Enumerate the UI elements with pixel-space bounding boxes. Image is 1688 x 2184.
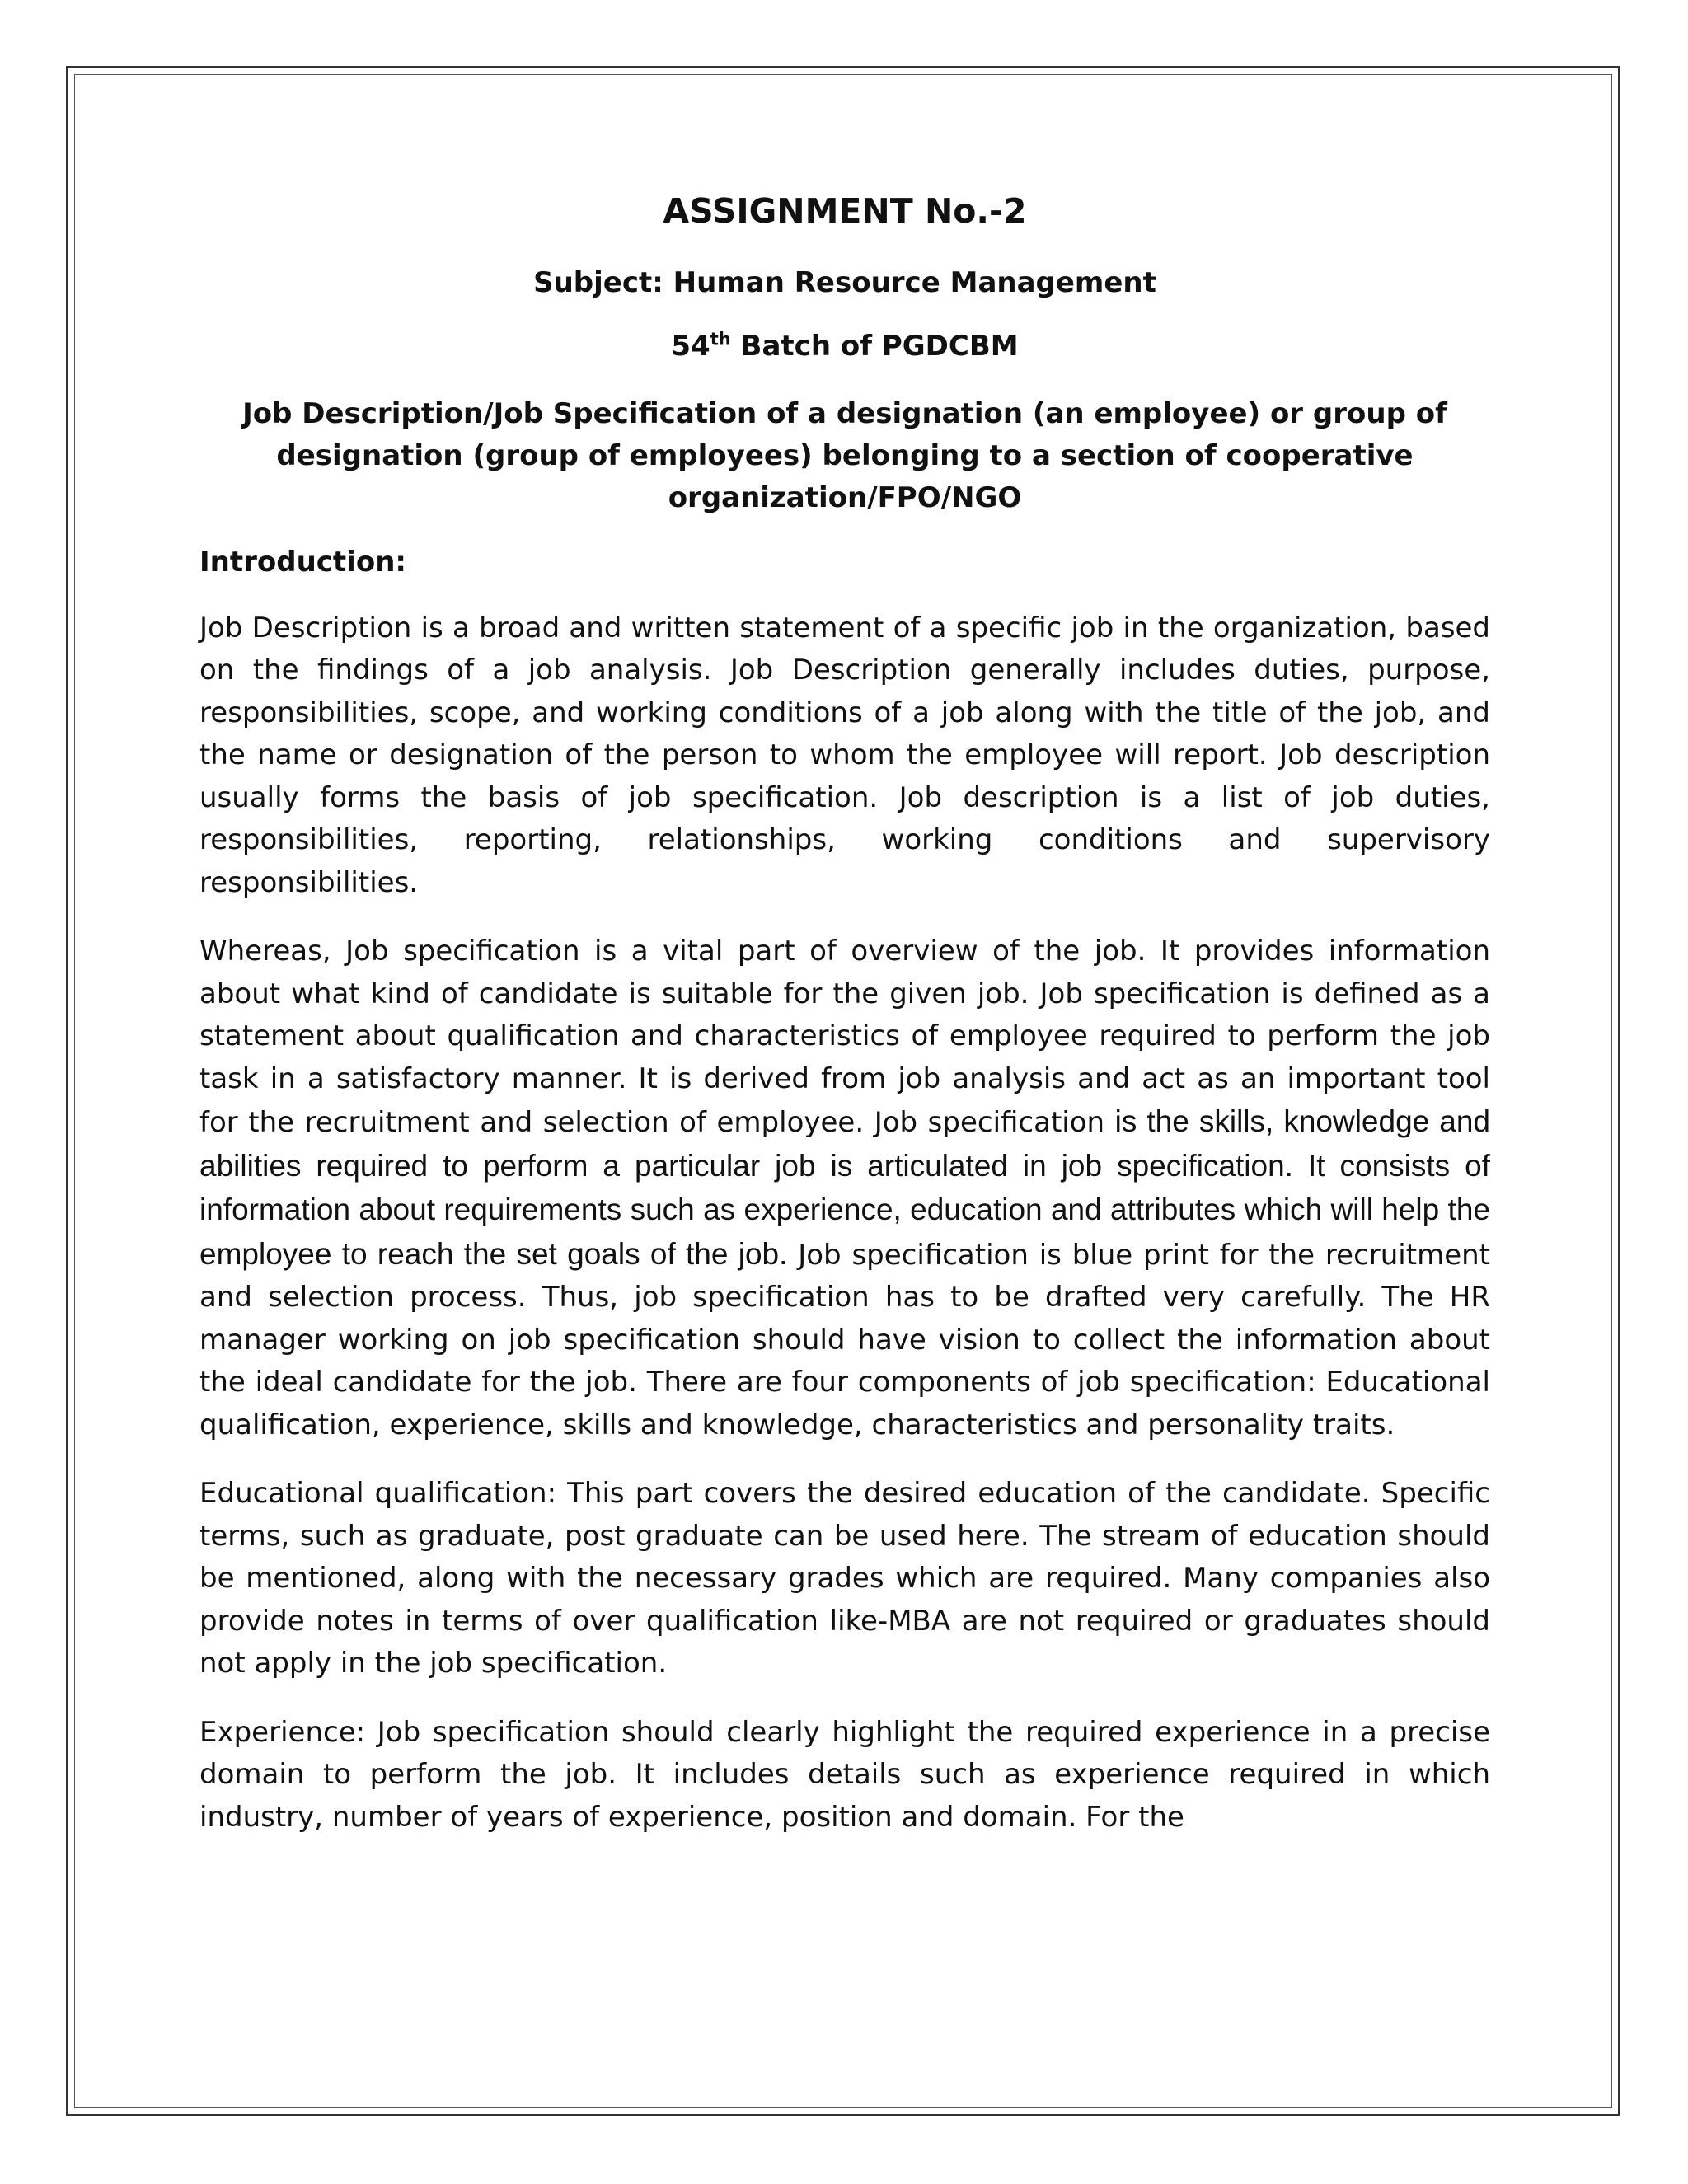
paragraph-job-specification-alt: is the skills, knowledge and abilities required to perform a particular job is articulated in job specification. It consists of information about requirements such as experience, education and attributes which will help the employee to reach the set goals of the job. bbox=[199, 1104, 1491, 1271]
paragraph-experience: Experience: Job specification should clearly highlight the required experience in a precise domain to perform the job. It includes details such as experience required in which industry, number of years of experience, position and domain. For the bbox=[199, 1715, 1490, 1834]
batch-line bbox=[199, 330, 1490, 363]
assignment-heading: Job Description/Job Specification of a designation (an employee) or group of designation (group of employees) belonging to a section of cooperative organization/FPO/NGO bbox=[242, 396, 1447, 514]
introduction-label: Introduction: bbox=[199, 545, 406, 579]
paragraph-job-specification bbox=[199, 930, 1490, 1446]
paragraph-educational-qualification: Educational qualification: This part covers the desired education of the candidate. Specific terms, such as graduate, post graduate can be used here. The stream of education should be mentioned, along with the necessary grades which are required. Many companies also provide notes in terms of over qualification like-MBA are not required or graduates should not apply in the job specification. bbox=[199, 1477, 1490, 1680]
assignment-title: ASSIGNMENT No.-2 bbox=[663, 191, 1027, 231]
subject-line: Subject: Human Resource Management bbox=[533, 266, 1156, 300]
paragraph-job-specification-end: Job specification is blue print for the recruitment and selection process. Thus, job specification has to be drafted very carefully. The HR manager working on job specification should have vision to collect the information about the ideal candidate for the job. There are four components of job specification: Educational qualification, experience, skills and knowledge, characteristics and personality traits. bbox=[199, 1238, 1490, 1441]
document-body bbox=[199, 191, 1490, 1865]
paragraph-job-specification-start: Whereas, Job specification is a vital part of overview of the job. It provides information about what kind of candidate is suitable for the given job. Job specification is defined as a statement about qualification and characteristics of employee required to perform the job task in a satisfactory manner. It is derived from job analysis and act as an important tool for the recruitment and selection of employee. Job specification bbox=[199, 935, 1490, 1140]
batch-number: 54 bbox=[671, 329, 710, 363]
paragraph-job-description: Job Description is a broad and written statement of a specific job in the organization, based on the findings of a job analysis. Job Description generally includes duties, purpose, responsibilities, scope, and working conditions of a job along with the title of the job, and the name or designation of the person to whom the employee will report. Job description usually forms the basis of job specification. Job description is a list of job duties, responsibilities, reporting, relationships, working conditions and supervisory responsibilities. bbox=[199, 611, 1490, 899]
batch-text: Batch of PGDCBM bbox=[730, 329, 1019, 363]
batch-suffix: th bbox=[710, 329, 731, 349]
